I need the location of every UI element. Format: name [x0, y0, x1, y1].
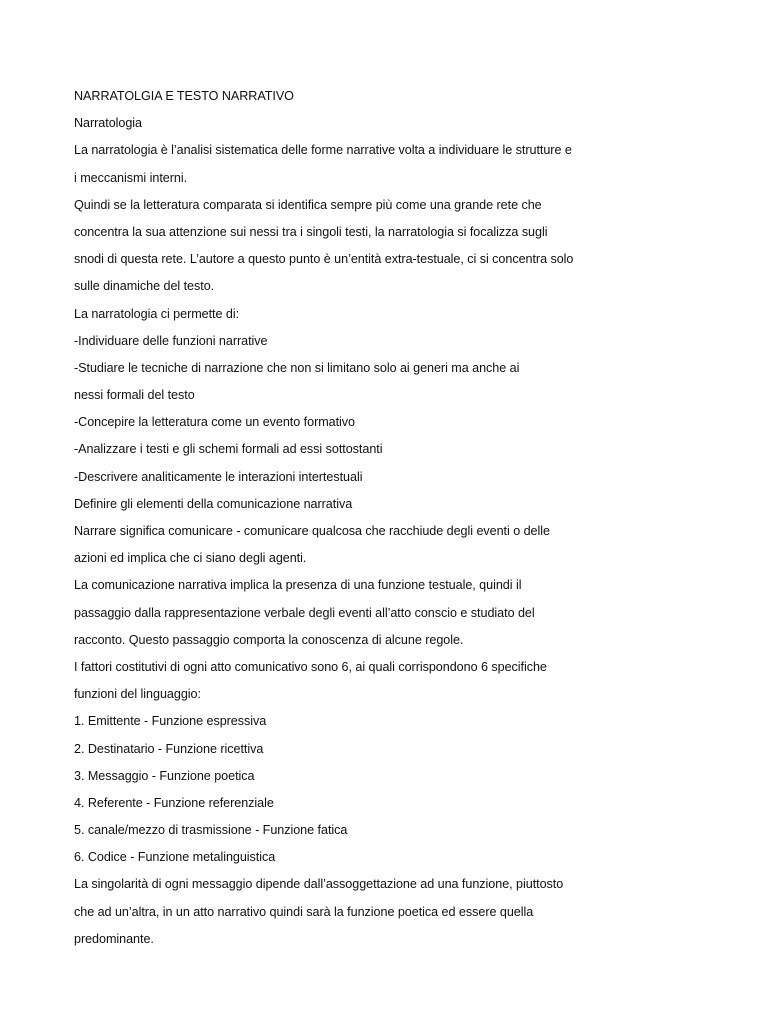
- document-title: NARRATOLGIA E TESTO NARRATIVO: [74, 89, 294, 103]
- text-line: sulle dinamiche del testo.: [74, 279, 215, 294]
- text-line: -Studiare le tecniche di narrazione che non si limitano solo ai generi ma anche ai: [74, 360, 520, 375]
- text-line: I fattori costitutivi di ogni atto comunicativo sono 6, ai quali corrispondono 6 specifiche: [74, 659, 547, 674]
- text-line: concentra la sua attenzione sui nessi tra i singoli testi, la narratologia si focalizza sugli: [74, 224, 548, 239]
- text-line: -Analizzare i testi e gli schemi formali ad essi sottostanti: [74, 442, 383, 457]
- text-line: La comunicazione narrativa implica la presenza di una funzione testuale, quindi il: [74, 578, 522, 593]
- text-line: -Individuare delle funzioni narrative: [74, 333, 268, 348]
- text-line: Quindi se la letteratura comparata si identifica sempre più come una grande rete che: [74, 197, 542, 212]
- text-line: 1. Emittente - Funzione espressiva: [74, 714, 267, 729]
- text-line: La singolarità di ogni messaggio dipende dall’assoggettazione ad una funzione, piuttosto: [74, 877, 564, 892]
- text-line: -Descrivere analiticamente le interazioni intertestuali: [74, 469, 363, 484]
- text-line: i meccanismi interni.: [74, 170, 188, 185]
- text-line: racconto. Questo passaggio comporta la conoscenza di alcune regole.: [74, 632, 464, 647]
- text-line: passaggio dalla rappresentazione verbale degli eventi all’atto conscio e studiato del: [74, 605, 535, 620]
- text-line: La narratologia è l’analisi sistematica delle forme narrative volta a individuare le strutture e: [74, 143, 572, 158]
- text-line: Narratologia: [74, 116, 143, 131]
- text-line: azioni ed implica che ci siano degli agenti.: [74, 551, 307, 566]
- text-line: 5. canale/mezzo di trasmissione - Funzione fatica: [74, 823, 348, 838]
- text-line: -Concepire la letteratura come un evento formativo: [74, 415, 356, 430]
- text-line: 2. Destinatario - Funzione ricettiva: [74, 741, 264, 756]
- text-line: Definire gli elementi della comunicazione narrativa: [74, 496, 353, 511]
- text-line: 3. Messaggio - Funzione poetica: [74, 768, 255, 783]
- document-body: [74, 83, 614, 953]
- text-line: predominante.: [74, 931, 154, 946]
- text-line: Narrare significa comunicare - comunicare qualcosa che racchiude degli eventi o delle: [74, 524, 550, 538]
- text-line: 6. Codice - Funzione metalinguistica: [74, 850, 276, 865]
- text-line: La narratologia ci permette di:: [74, 306, 240, 321]
- text-line: nessi formali del testo: [74, 388, 195, 403]
- text-line: che ad un’altra, in un atto narrativo quindi sarà la funzione poetica ed essere quella: [74, 904, 534, 919]
- text-line: funzioni del linguaggio:: [74, 687, 201, 702]
- text-line: snodi di questa rete. L’autore a questo punto è un’entità extra-testuale, ci si concentra solo: [74, 252, 574, 267]
- text-line: 4. Referente - Funzione referenziale: [74, 795, 274, 810]
